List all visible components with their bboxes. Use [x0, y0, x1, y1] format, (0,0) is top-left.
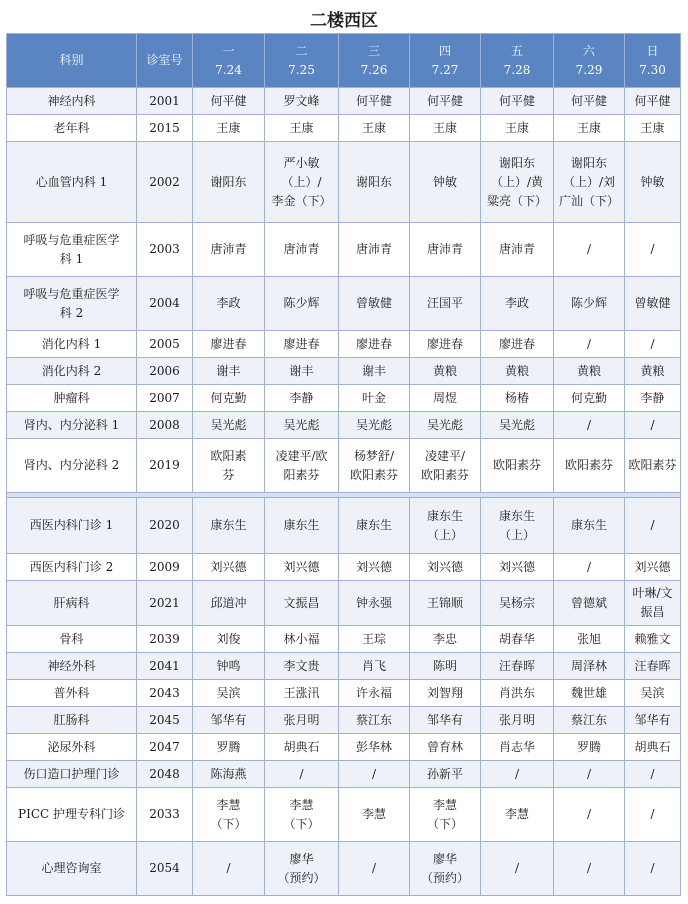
- doctor-cell: /: [625, 788, 681, 842]
- room-cell: 2047: [137, 734, 193, 761]
- doctor-cell: 谢阳东 （上）/刘 广汕（下）: [554, 142, 625, 223]
- doctor-cell: 黄粮: [625, 358, 681, 385]
- doctor-cell: 王康: [554, 115, 625, 142]
- room-cell: 2045: [137, 707, 193, 734]
- doctor-cell: 胡春华: [481, 626, 554, 653]
- doctor-cell: 罗文峰: [265, 88, 339, 115]
- doctor-cell: 汪春晖: [625, 653, 681, 680]
- doctor-cell: /: [554, 331, 625, 358]
- doctor-cell: 王琮: [339, 626, 410, 653]
- doctor-cell: 李文贵: [265, 653, 339, 680]
- doctor-cell: 欧阳素芬: [554, 439, 625, 493]
- room-cell: 2048: [137, 761, 193, 788]
- doctor-cell: 唐沛青: [410, 223, 481, 277]
- doctor-cell: 廖进春: [410, 331, 481, 358]
- doctor-cell: 蔡江东: [554, 707, 625, 734]
- doctor-cell: 曾敏健: [339, 277, 410, 331]
- doctor-cell: 杨椿: [481, 385, 554, 412]
- header-weekday: 三: [367, 43, 380, 58]
- dept-cell: 呼吸与危重症医学 科 1: [7, 223, 137, 277]
- doctor-cell: 康东生: [193, 498, 265, 554]
- room-cell: 2015: [137, 115, 193, 142]
- doctor-cell: 唐沛青: [265, 223, 339, 277]
- room-cell: 2033: [137, 788, 193, 842]
- doctor-cell: 严小敏 （上）/ 李金（下）: [265, 142, 339, 223]
- doctor-cell: 张旭: [554, 626, 625, 653]
- room-cell: 2008: [137, 412, 193, 439]
- header-date: 7.28: [503, 62, 531, 77]
- doctor-cell: 肖志华: [481, 734, 554, 761]
- doctor-cell: 张月明: [265, 707, 339, 734]
- doctor-cell: 林小福: [265, 626, 339, 653]
- doctor-cell: 凌建平/欧 阳素芬: [265, 439, 339, 493]
- doctor-cell: 陈海燕: [193, 761, 265, 788]
- doctor-cell: 李慧 （下）: [265, 788, 339, 842]
- table-row: [7, 142, 681, 223]
- doctor-cell: 吴杨宗: [481, 581, 554, 626]
- table-row: [7, 358, 681, 385]
- table-row: [7, 554, 681, 581]
- doctor-cell: 廖进春: [265, 331, 339, 358]
- doctor-cell: 彭华林: [339, 734, 410, 761]
- dept-cell: 肾内、内分泌科 1: [7, 412, 137, 439]
- table-row: [7, 581, 681, 626]
- doctor-cell: 文振昌: [265, 581, 339, 626]
- doctor-cell: 何平健: [339, 88, 410, 115]
- header-row: [7, 34, 681, 88]
- header-date: 7.24: [215, 62, 242, 77]
- dept-cell: 西医内科门诊 2: [7, 554, 137, 581]
- doctor-cell: 邹华有: [625, 707, 681, 734]
- dept-cell: 骨科: [7, 626, 137, 653]
- doctor-cell: 欧阳素芬: [625, 439, 681, 493]
- doctor-cell: 孙新平: [410, 761, 481, 788]
- doctor-cell: /: [265, 761, 339, 788]
- doctor-cell: 钟永强: [339, 581, 410, 626]
- dept-cell: 西医内科门诊 1: [7, 498, 137, 554]
- doctor-cell: 吴光彪: [265, 412, 339, 439]
- doctor-cell: /: [339, 761, 410, 788]
- doctor-cell: 陈明: [410, 653, 481, 680]
- doctor-cell: 廖华 （预约）: [265, 842, 339, 896]
- doctor-cell: 叶金: [339, 385, 410, 412]
- doctor-cell: 刘兴德: [625, 554, 681, 581]
- doctor-cell: 王康: [339, 115, 410, 142]
- doctor-cell: 刘兴德: [265, 554, 339, 581]
- doctor-cell: 唐沛青: [193, 223, 265, 277]
- doctor-cell: 王康: [265, 115, 339, 142]
- header-day: [554, 34, 625, 88]
- table-row: [7, 707, 681, 734]
- doctor-cell: 许永福: [339, 680, 410, 707]
- doctor-cell: 何平健: [625, 88, 681, 115]
- doctor-cell: 李静: [625, 385, 681, 412]
- doctor-cell: 王康: [481, 115, 554, 142]
- doctor-cell: 凌建平/ 欧阳素芬: [410, 439, 481, 493]
- doctor-cell: 刘兴德: [339, 554, 410, 581]
- dept-cell: 神经外科: [7, 653, 137, 680]
- doctor-cell: 刘兴德: [410, 554, 481, 581]
- doctor-cell: /: [625, 331, 681, 358]
- dept-cell: 心血管内科 1: [7, 142, 137, 223]
- room-cell: 2003: [137, 223, 193, 277]
- dept-cell: 泌尿外科: [7, 734, 137, 761]
- doctor-cell: /: [625, 761, 681, 788]
- doctor-cell: /: [625, 223, 681, 277]
- doctor-cell: 李静: [265, 385, 339, 412]
- header-weekday: 五: [510, 43, 523, 58]
- header-date: 7.30: [639, 62, 666, 77]
- doctor-cell: /: [554, 412, 625, 439]
- doctor-cell: 罗腾: [554, 734, 625, 761]
- doctor-cell: 刘俊: [193, 626, 265, 653]
- doctor-cell: 王康: [410, 115, 481, 142]
- header-day: [481, 34, 554, 88]
- doctor-cell: 罗腾: [193, 734, 265, 761]
- dept-cell: 消化内科 2: [7, 358, 137, 385]
- doctor-cell: 何克勤: [554, 385, 625, 412]
- doctor-cell: 唐沛青: [481, 223, 554, 277]
- doctor-cell: 陈少辉: [554, 277, 625, 331]
- doctor-cell: 何克勤: [193, 385, 265, 412]
- doctor-cell: 李慧: [339, 788, 410, 842]
- doctor-cell: 何平健: [481, 88, 554, 115]
- doctor-cell: 廖进春: [481, 331, 554, 358]
- doctor-cell: /: [554, 761, 625, 788]
- table-row: [7, 842, 681, 896]
- doctor-cell: 何平健: [554, 88, 625, 115]
- table-row: [7, 277, 681, 331]
- doctor-cell: 曾德斌: [554, 581, 625, 626]
- doctor-cell: 周煜: [410, 385, 481, 412]
- doctor-cell: /: [193, 842, 265, 896]
- doctor-cell: 汪春晖: [481, 653, 554, 680]
- doctor-cell: 谢阳东 （上）/黄 粱亮（下）: [481, 142, 554, 223]
- header-weekday: 二: [295, 43, 308, 58]
- header-date: 7.27: [431, 62, 459, 77]
- room-cell: 2004: [137, 277, 193, 331]
- page-title: 二楼西区: [310, 11, 378, 31]
- doctor-cell: 吴滨: [193, 680, 265, 707]
- room-cell: 2006: [137, 358, 193, 385]
- doctor-cell: 李慧 （下）: [410, 788, 481, 842]
- room-cell: 2039: [137, 626, 193, 653]
- room-cell: 2020: [137, 498, 193, 554]
- doctor-cell: 谢阳东: [339, 142, 410, 223]
- dept-cell: 心理咨询室: [7, 842, 137, 896]
- header-date: 7.26: [360, 62, 388, 77]
- table-row: [7, 680, 681, 707]
- table-row: [7, 439, 681, 493]
- doctor-cell: 吴光彪: [339, 412, 410, 439]
- header-day: [339, 34, 410, 88]
- doctor-cell: 谢阳东: [193, 142, 265, 223]
- header-date: 7.25: [288, 62, 315, 77]
- room-cell: 2007: [137, 385, 193, 412]
- doctor-cell: 吴光彪: [410, 412, 481, 439]
- table-row: [7, 223, 681, 277]
- header-room: 诊室号: [137, 34, 193, 88]
- doctor-cell: 吴滨: [625, 680, 681, 707]
- dept-cell: 老年科: [7, 115, 137, 142]
- header-weekday: 日: [646, 43, 659, 58]
- header-weekday: 六: [582, 43, 595, 58]
- doctor-cell: 钟敏: [410, 142, 481, 223]
- doctor-cell: 赖雅文: [625, 626, 681, 653]
- header-dept: 科别: [7, 34, 137, 88]
- room-cell: 2005: [137, 331, 193, 358]
- doctor-cell: 魏世雄: [554, 680, 625, 707]
- doctor-cell: 吴光彪: [193, 412, 265, 439]
- doctor-cell: 张月明: [481, 707, 554, 734]
- doctor-cell: 胡典石: [265, 734, 339, 761]
- room-cell: 2001: [137, 88, 193, 115]
- header-day: [193, 34, 265, 88]
- room-cell: 2002: [137, 142, 193, 223]
- doctor-cell: 廖进春: [193, 331, 265, 358]
- doctor-cell: 曾敏健: [625, 277, 681, 331]
- doctor-cell: /: [625, 842, 681, 896]
- doctor-cell: 康东生 （上）: [481, 498, 554, 554]
- table-row: [7, 761, 681, 788]
- dept-cell: 肿瘤科: [7, 385, 137, 412]
- doctor-cell: 叶琳/文 振昌: [625, 581, 681, 626]
- doctor-cell: /: [481, 761, 554, 788]
- doctor-cell: 刘智翔: [410, 680, 481, 707]
- dept-cell: 普外科: [7, 680, 137, 707]
- doctor-cell: 唐沛青: [339, 223, 410, 277]
- doctor-cell: 康东生: [339, 498, 410, 554]
- doctor-cell: 黄粮: [410, 358, 481, 385]
- doctor-cell: 廖华 （预约）: [410, 842, 481, 896]
- doctor-cell: 康东生: [554, 498, 625, 554]
- doctor-cell: 李慧 （下）: [193, 788, 265, 842]
- doctor-cell: 王康: [193, 115, 265, 142]
- doctor-cell: 汪国平: [410, 277, 481, 331]
- table-row: [7, 734, 681, 761]
- header-day: [410, 34, 481, 88]
- doctor-cell: 钟敏: [625, 142, 681, 223]
- room-cell: 2019: [137, 439, 193, 493]
- room-cell: 2021: [137, 581, 193, 626]
- doctor-cell: /: [554, 223, 625, 277]
- doctor-cell: /: [481, 842, 554, 896]
- dept-cell: 呼吸与危重症医学 科 2: [7, 277, 137, 331]
- doctor-cell: 黄粮: [481, 358, 554, 385]
- room-cell: 2054: [137, 842, 193, 896]
- doctor-cell: 刘兴德: [481, 554, 554, 581]
- schedule-body: [7, 88, 681, 896]
- doctor-cell: 陈少辉: [265, 277, 339, 331]
- header-weekday: 一: [222, 43, 235, 58]
- doctor-cell: 肖飞: [339, 653, 410, 680]
- table-row: [7, 498, 681, 554]
- table-row: [7, 88, 681, 115]
- doctor-cell: 欧阳素 芬: [193, 439, 265, 493]
- doctor-cell: 康东生 （上）: [410, 498, 481, 554]
- doctor-cell: 刘兴德: [193, 554, 265, 581]
- table-row: [7, 385, 681, 412]
- doctor-cell: 黄粮: [554, 358, 625, 385]
- dept-cell: 神经内科: [7, 88, 137, 115]
- room-cell: 2041: [137, 653, 193, 680]
- dept-cell: PICC 护理专科门诊: [7, 788, 137, 842]
- doctor-cell: 李政: [481, 277, 554, 331]
- doctor-cell: 欧阳素芬: [481, 439, 554, 493]
- doctor-cell: 胡典石: [625, 734, 681, 761]
- table-row: [7, 653, 681, 680]
- doctor-cell: 邹华有: [193, 707, 265, 734]
- doctor-cell: 蔡江东: [339, 707, 410, 734]
- doctor-cell: 王锦顺: [410, 581, 481, 626]
- dept-cell: 肝病科: [7, 581, 137, 626]
- doctor-cell: 谢丰: [265, 358, 339, 385]
- room-cell: 2043: [137, 680, 193, 707]
- header-weekday: 四: [438, 43, 451, 58]
- table-row: [7, 115, 681, 142]
- doctor-cell: 李政: [193, 277, 265, 331]
- doctor-cell: /: [339, 842, 410, 896]
- doctor-cell: 李慧: [481, 788, 554, 842]
- header-day: [265, 34, 339, 88]
- dept-cell: 伤口造口护理门诊: [7, 761, 137, 788]
- dept-cell: 肛肠科: [7, 707, 137, 734]
- doctor-cell: 何平健: [410, 88, 481, 115]
- doctor-cell: /: [554, 788, 625, 842]
- doctor-cell: 邹华有: [410, 707, 481, 734]
- doctor-cell: 杨梦舒/ 欧阳素芬: [339, 439, 410, 493]
- doctor-cell: 廖进春: [339, 331, 410, 358]
- doctor-cell: 何平健: [193, 88, 265, 115]
- doctor-cell: 李忠: [410, 626, 481, 653]
- doctor-cell: 肖洪东: [481, 680, 554, 707]
- doctor-cell: /: [625, 412, 681, 439]
- doctor-cell: 钟鸣: [193, 653, 265, 680]
- doctor-cell: 王康: [625, 115, 681, 142]
- table-row: [7, 626, 681, 653]
- doctor-cell: 周泽林: [554, 653, 625, 680]
- doctor-cell: 王涨汛: [265, 680, 339, 707]
- doctor-cell: 谢丰: [193, 358, 265, 385]
- doctor-cell: /: [554, 842, 625, 896]
- doctor-cell: /: [554, 554, 625, 581]
- dept-cell: 肾内、内分泌科 2: [7, 439, 137, 493]
- schedule-table: [6, 33, 681, 896]
- doctor-cell: 康东生: [265, 498, 339, 554]
- doctor-cell: 谢丰: [339, 358, 410, 385]
- doctor-cell: 曾育林: [410, 734, 481, 761]
- table-row: [7, 788, 681, 842]
- dept-cell: 消化内科 1: [7, 331, 137, 358]
- room-cell: 2009: [137, 554, 193, 581]
- header-day: [625, 34, 681, 88]
- table-row: [7, 412, 681, 439]
- doctor-cell: 邱道冲: [193, 581, 265, 626]
- doctor-cell: /: [625, 498, 681, 554]
- header-date: 7.29: [575, 62, 603, 77]
- table-row: [7, 331, 681, 358]
- doctor-cell: 吴光彪: [481, 412, 554, 439]
